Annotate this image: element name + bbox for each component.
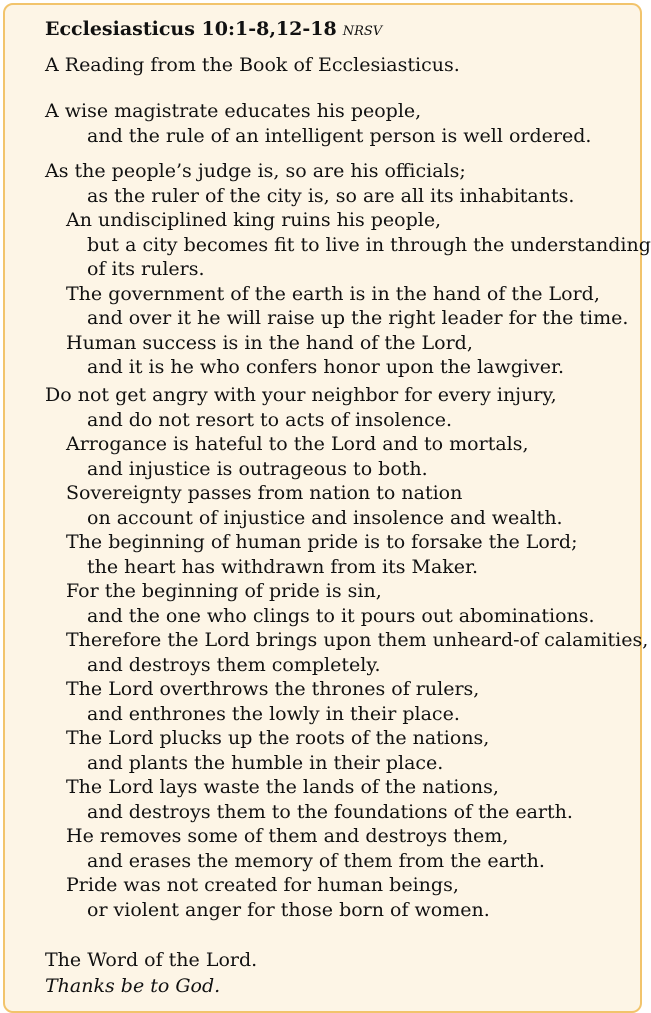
verse-line: and over it he will raise up the right leader for the time. (87, 307, 629, 329)
reading-card (3, 3, 651, 1013)
verse-line: and the one who clings to it pours out abominations. (87, 604, 595, 627)
stanza (45, 383, 649, 922)
verse-line: The Lord overthrows the thrones of rulers, (66, 678, 480, 700)
verse-line: or violent anger for those born of women. (87, 898, 490, 921)
verse-line: and the rule of an intelligent person is well ordered. (87, 124, 592, 147)
verse-line: As the people’s judge is, so are his officials; (45, 160, 466, 182)
verse-line: and destroys them completely. (87, 653, 381, 676)
verse-line: The Lord plucks up the roots of the nations, (66, 727, 490, 749)
verse-line: of its rulers. (87, 258, 205, 280)
verse-line: and enthrones the lowly in their place. (87, 702, 460, 725)
verse-line: as the ruler of the city is, so are all its inhabitants. (87, 184, 575, 207)
verse-line: and injustice is outrageous to both. (87, 457, 428, 480)
verse-line: and plants the humble in their place. (87, 751, 444, 774)
verse-line: and erases the memory of them from the earth. (87, 849, 545, 872)
closing-acclamation (45, 947, 257, 999)
verse-line: A wise magistrate educates his people, (45, 100, 422, 122)
reading-intro: A Reading from the Book of Ecclesiasticus. (45, 54, 460, 76)
verse-line: Pride was not created for human beings, (66, 874, 459, 896)
verse-line: but a city becomes fit to live in through the understanding (87, 233, 651, 256)
verse-line: and do not resort to acts of insolence. (87, 408, 453, 431)
verse-line: The beginning of human pride is to forsake the Lord; (66, 531, 578, 553)
verse-line: Do not get angry with your neighbor for every injury, (45, 384, 557, 406)
verse-line: The government of the earth is in the hand of the Lord, (66, 282, 600, 305)
reading-title (45, 17, 382, 44)
verse-line: He removes some of them and destroys them, (66, 825, 509, 847)
versicle: The Word of the Lord. (45, 949, 258, 971)
verse-line: Sovereignty passes from nation to nation (66, 482, 463, 504)
stanza (45, 159, 651, 380)
translation-version: NRSV (342, 24, 383, 39)
verse-line: on account of injustice and insolence and wealth. (87, 506, 563, 529)
scripture-reference: Ecclesiasticus 10:1-8,12-18 (45, 18, 337, 40)
verse-line: An undisciplined king ruins his people, (66, 209, 442, 231)
verse-line: For the beginning of pride is sin, (66, 580, 382, 602)
verse-line: and destroys them to the foundations of the earth. (87, 800, 573, 823)
response: Thanks be to God. (45, 975, 221, 997)
verse-line: the heart has withdrawn from its Maker. (87, 555, 479, 578)
verse-line: and it is he who confers honor upon the lawgiver. (87, 356, 565, 378)
verse-line: The Lord lays waste the lands of the nations, (66, 776, 499, 798)
verse-line: Therefore the Lord brings upon them unheard-of calamities, (66, 629, 649, 651)
verse-line: Human success is in the hand of the Lord, (66, 331, 473, 354)
verse-line: Arrogance is hateful to the Lord and to mortals, (66, 433, 529, 455)
stanza (45, 99, 645, 148)
